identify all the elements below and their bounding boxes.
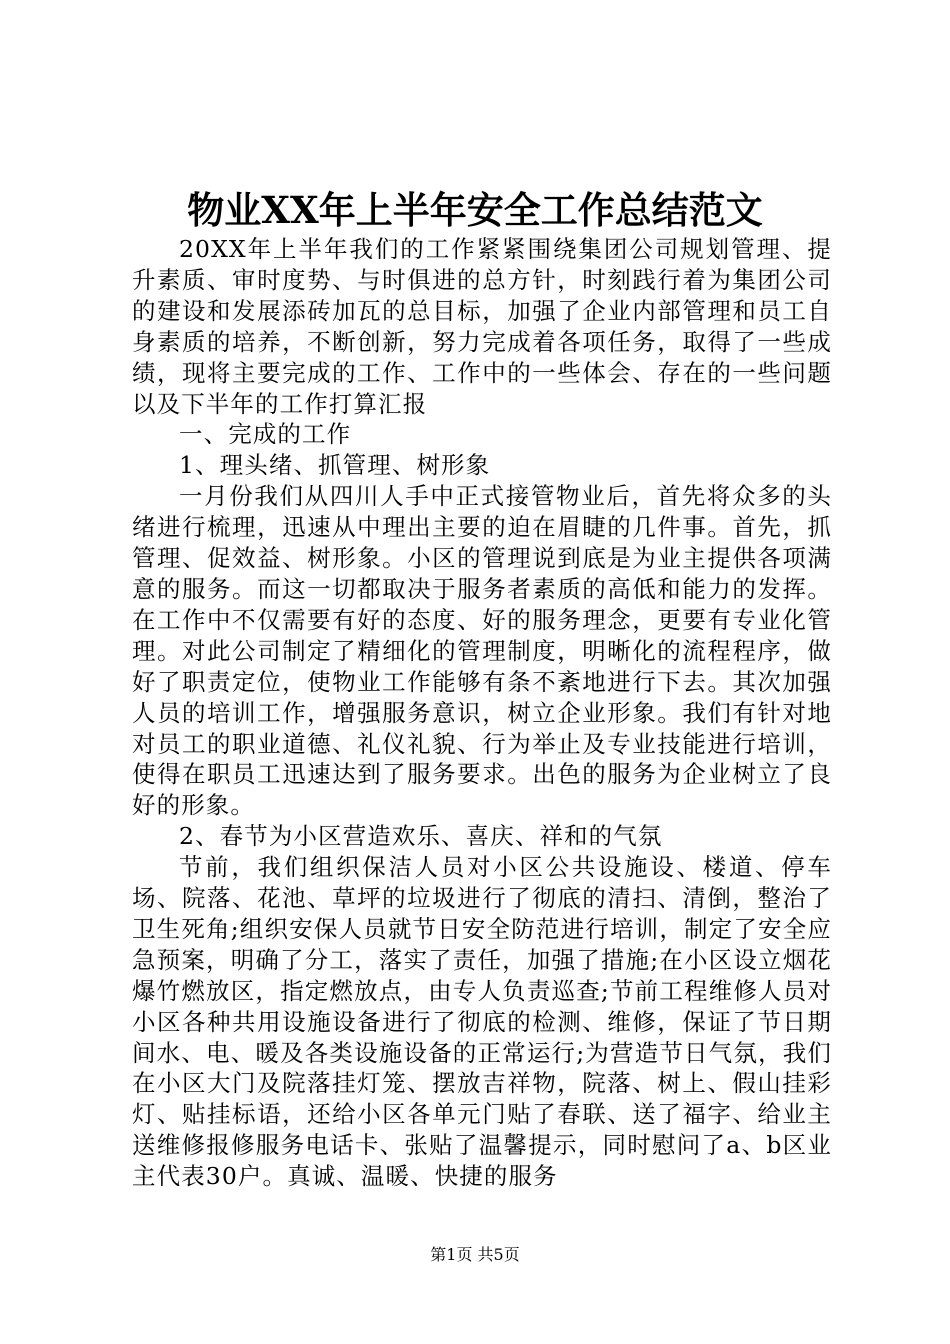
body-paragraph: 一月份我们从四川人手中正式接管物业后，首先将众多的头绪进行梳理，迅速从中理出主要的迫在眉睫的几件事。首先，抓管理、促效益、树形象。小区的管理说到底是为业主提供各项满意的服务。而这一切都取决于服务者素质的高低和能力的发挥。在工作中不仅需要有好的态度、好的服务理念，更要有专业化管理。对此公司制定了精细化的管理制度，明晰化的流程程序，做好了职责定位，使物业工作能够有条不紊地进行下去。其次加强人员的培训工作，增强服务意识，树立企业形象。我们有针对地对员工的职业道德、礼仪礼貌、行为举止及专业技能进行培训，使得在职员工迅速达到了服务要求。出色的服务为企业树立了良好的形象。 xyxy=(132,482,832,820)
body-paragraph: 节前，我们组织保洁人员对小区公共设施设、楼道、停车场、院落、花池、草坪的垃圾进行了彻底的清扫、清倒，整治了卫生死角;组织安保人员就节日安全防范进行培训，制定了安全应急预案，明确了分工，落实了责任，加强了措施;在小区设立烟花爆竹燃放区，指定燃放点，由专人负责巡查;节前工程维修人员对小区各种共用设施设备进行了彻底的检测、维修，保证了节日期间水、电、暖及各类设施设备的正常运行;为营造节日气氛，我们在小区大门及院落挂灯笼、摆放吉祥物，院落、树上、假山挂彩灯、贴挂标语，还给小区各单元门贴了春联、送了福字、给业主送维修报修服务电话卡、张贴了温馨提示，同时慰问了a、b区业主代表30户。真诚、温暖、快捷的服务 xyxy=(132,853,832,1191)
page-number: 第1页 共5页 xyxy=(430,1245,520,1264)
subsection-heading: 1、理头绪、抓管理、树形象 xyxy=(179,451,491,480)
subsection-heading: 2、春节为小区营造欢乐、喜庆、祥和的气氛 xyxy=(179,822,663,851)
intro-paragraph: 20XX年上半年我们的工作紧紧围绕集团公司规划管理、提升素质、审时度势、与时俱进的总方针，时刻践行着为集团公司的建设和发展添砖加瓦的总目标，加强了企业内部管理和员工自身素质的培养，不断创新，努力完成着各项任务，取得了一些成绩，现将主要完成的工作、工作中的一些体会、存在的一些问题以及下半年的工作打算汇报 xyxy=(132,235,832,418)
document-title: 物业XX年上半年安全工作总结范文 xyxy=(187,188,763,232)
document-body xyxy=(132,234,832,1192)
section-heading: 一、完成的工作 xyxy=(179,420,352,449)
